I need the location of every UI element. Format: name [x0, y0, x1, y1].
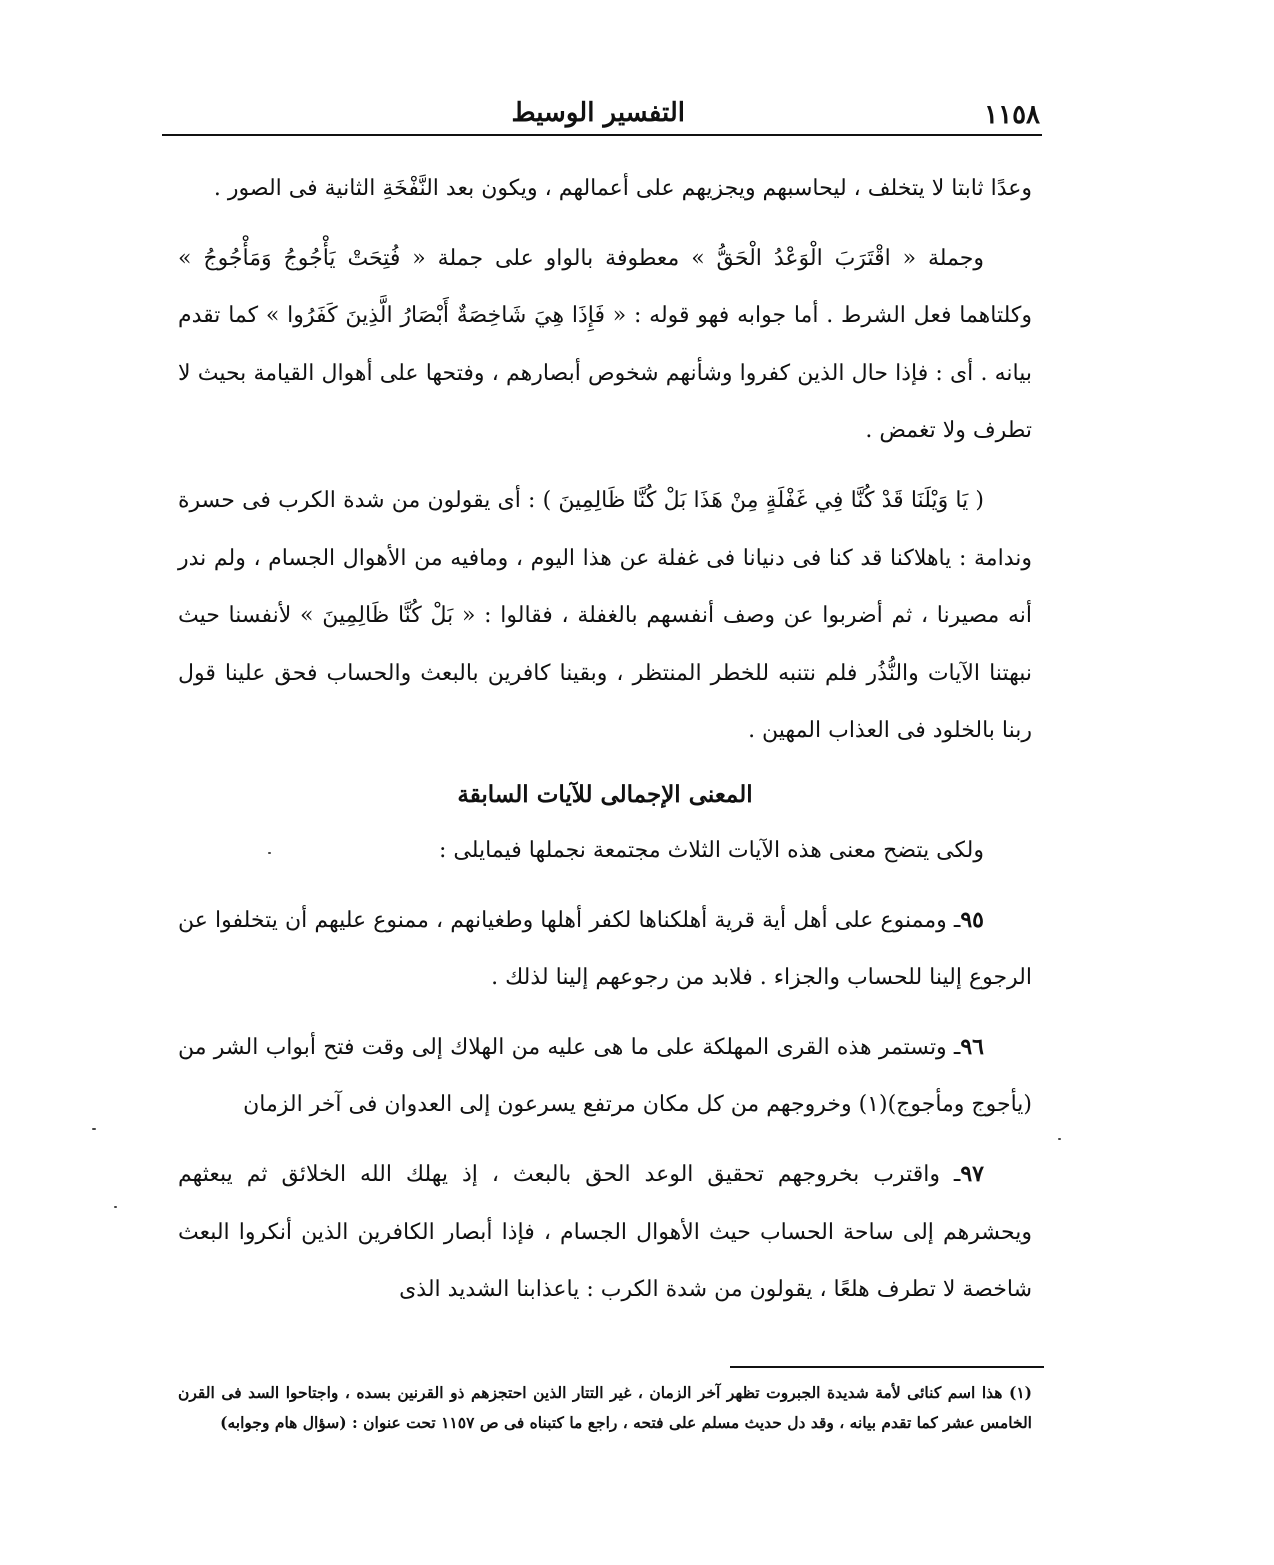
verse-number: ٩٥ — [960, 906, 984, 933]
section-intro: ولكى يتضح معنى هذه الآيات الثلاث مجتمعة نجملها فيمايلى : — [439, 837, 984, 863]
verse-number: ٩٧ — [960, 1160, 984, 1187]
paragraph: ( يَا وَيْلَنَا قَدْ كُنَّا فِي غَفْلَةٍ مِنْ هَذَا بَلْ كُنَّا ظَالِمِينَ ) : أى يقولون من شدة الكرب فى حسرة وندامة : ياهلاكنا قد كنا فى دنيانا فى غفلة عن هذا اليوم ، ومافيه من الأهوال الجسام ، ولم ندر أنه مصيرنا ، ثم أضربوا عن وصف أنفسهم بالغفلة ، فقالوا : « بَلْ كُنَّا ظَالِمِينَ » لأنفسنا حيث نبهتنا الآيات والنُّذُر فلم نتنبه للخطر المنتظر ، وبقينا كافرين بالبعث والحساب فحق علينا قول ربنا بالخلود فى العذاب المهين . — [178, 487, 1032, 744]
summary-item-96 — [178, 1019, 1032, 1134]
verse-number: ٩٦ — [960, 1033, 984, 1060]
body-text — [178, 160, 1032, 1331]
page-number: ١١٥٨ — [984, 100, 1040, 130]
summary-text: ـ واقترب بخروجهم تحقيق الوعد الحق بالبعث ، إذ يهلك الله الخلائق ثم يبعثهم ويحشرهم إلى ساحة الحساب حيث الأهوال الجسام ، فإذا أبصار الكافرين الذين أنكروا البعث شاخصة لا تطرف هلعًا ، يقولون من شدة الكرب : ياعذابنا الشديد الذى — [178, 1161, 1032, 1303]
section-heading: المعنى الإجمالى للآيات السابقة — [457, 780, 753, 808]
scan-speck — [268, 852, 271, 854]
paragraph: وجملة « اقْتَرَبَ الْوَعْدُ الْحَقُّ » معطوفة بالواو على جملة « فُتِحَتْ يَأْجُوجُ وَمَأْجُوجُ » وكلتاهما فعل الشرط . أما جوابه فهو قوله : « فَإِذَا هِيَ شَاخِصَةٌ أَبْصَارُ الَّذِينَ كَفَرُوا » كما تقدم بيانه . أى : فإذا حال الذين كفروا وشأنهم شخوص أبصارهم ، وفتحها على أهوال القيامة بحيث لا تطرف ولا تغمض . — [178, 245, 1032, 444]
scan-speck — [114, 1206, 117, 1208]
scan-speck — [92, 1128, 96, 1130]
summary-text: ـ وممنوع على أهل أية قرية أهلكناها لكفر أهلها وطغيانهم ، ممنوع عليهم أن يتخلفوا عن الرجوع إلينا للحساب والجزاء . فلابد من رجوعهم إلينا لذلك . — [178, 907, 1032, 991]
summary-item-97 — [178, 1146, 1032, 1319]
page-header — [162, 96, 1040, 134]
running-title: التفسير الوسيط — [511, 98, 685, 128]
scan-speck — [1058, 1138, 1061, 1140]
footnote-1: (١) هذا اسم كنائى لأمة شديدة الجبروت تظهر آخر الزمان ، غير التتار الذين احتجزهم ذو القرنين بسده ، واجتاحوا السد فى القرن الخامس عشر كما تقدم بيانه ، وقد دل حديث مسلم على فتحه ، راجع ما كتبناه فى ص ١١٥٧ تحت عنوان : (سؤال هام وجوابه) — [178, 1383, 1032, 1432]
footnotes — [178, 1378, 1032, 1438]
paragraph-continuation: وعدًا ثابتا لا يتخلف ، ليحاسبهم ويجزيهم على أعمالهم ، ويكون بعد النَّفْخَةِ الثانية فى الصور . — [213, 176, 1032, 201]
footnote-rule — [730, 1366, 1044, 1368]
summary-text: ـ وتستمر هذه القرى المهلكة على ما هى عليه من الهلاك إلى وقت فتح أبواب الشر من (يأجوج ومأجوج)(١) وخروجهم من كل مكان مرتفع يسرعون إلى العدوان فى آخر الزمان — [178, 1034, 1032, 1118]
summary-item-95 — [178, 892, 1032, 1007]
header-rule — [162, 134, 1042, 136]
